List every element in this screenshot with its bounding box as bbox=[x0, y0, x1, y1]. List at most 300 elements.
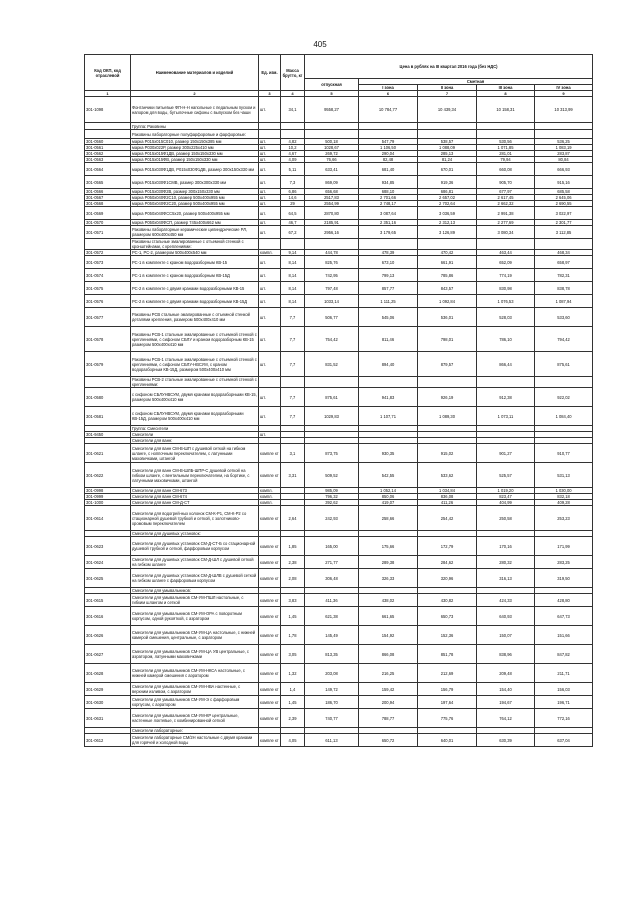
cell-zone3-price bbox=[477, 239, 535, 250]
cell-zone1-price: 688,10 bbox=[359, 189, 418, 195]
cell-code bbox=[85, 130, 131, 139]
cell-zone4-price: 283,87 bbox=[535, 151, 593, 157]
cell-release-price: 873,75 bbox=[305, 444, 359, 463]
table-row bbox=[85, 239, 593, 250]
cell-zone2-price: 285,13 bbox=[418, 151, 477, 157]
cell-mass: 67,2 bbox=[281, 226, 305, 239]
cell-mass: 1,78 bbox=[281, 626, 305, 645]
cell-mass: 3,83 bbox=[281, 594, 305, 607]
cell-release-price: 149,72 bbox=[305, 683, 359, 696]
cell-zone3-price: 170,16 bbox=[477, 537, 535, 556]
cell-release-price bbox=[305, 377, 359, 388]
table-row bbox=[85, 626, 593, 645]
cell-zone3-price bbox=[477, 130, 535, 139]
table-row bbox=[85, 352, 593, 377]
cell-code: 301-0575 bbox=[85, 282, 131, 295]
cell-release-price: 831,52 bbox=[305, 352, 359, 377]
cell-name: РС-1 в комплекте с краном водоразборным КВ-15Д bbox=[131, 269, 259, 282]
cell-release-price: 444,78 bbox=[305, 250, 359, 256]
cell-mass: 7,7 bbox=[281, 308, 305, 327]
cell-mass: 34,1 bbox=[281, 97, 305, 123]
cell-zone2-price: 836,08 bbox=[418, 494, 477, 500]
cell-zone4-price: 922,02 bbox=[535, 388, 593, 407]
cell-mass bbox=[281, 239, 305, 250]
cell-zone4-price bbox=[535, 239, 593, 250]
cell-zone3-price: 528,03 bbox=[477, 308, 535, 327]
cell-zone4-price: 253,23 bbox=[535, 506, 593, 531]
cell-release-price: 186,70 bbox=[305, 696, 359, 709]
cell-zone1-price bbox=[359, 123, 418, 130]
cell-zone2-price: 843,57 bbox=[418, 282, 477, 295]
cell-unit: компле кт bbox=[259, 569, 281, 588]
cell-zone2-price: 851,78 bbox=[418, 645, 477, 664]
cell-zone3-price: 652,09 bbox=[477, 256, 535, 269]
cell-unit: компле кт bbox=[259, 537, 281, 556]
cell-code: 301-0612 bbox=[85, 734, 131, 747]
cell-code: 301-0573 bbox=[85, 256, 131, 269]
header-zone3: III зона bbox=[477, 85, 535, 91]
cell-zone4-price: 847,82 bbox=[535, 645, 593, 664]
cell-release-price bbox=[305, 239, 359, 250]
cell-mass: 7,7 bbox=[281, 388, 305, 407]
cell-code: 301-0630 bbox=[85, 696, 131, 709]
cell-zone3-price: 525,57 bbox=[477, 463, 535, 488]
cell-name: Раковины РСВ-2 стальные эмалированные с отъемной стенкой с креплениями: bbox=[132, 377, 257, 387]
cell-mass: 8,14 bbox=[281, 269, 305, 282]
cell-mass: 4,82 bbox=[281, 139, 305, 145]
cell-zone1-price: 216,25 bbox=[359, 664, 418, 683]
cell-unit: шт. bbox=[259, 327, 281, 352]
cell-unit bbox=[259, 123, 281, 130]
header-zone4: IV зона bbox=[535, 85, 593, 91]
cell-zone4-price: 2 301,77 bbox=[535, 220, 593, 226]
cell-unit: шт. bbox=[259, 176, 281, 189]
cell-name: марка Р050х040Ф2С10, размер 500х400х955 мм bbox=[131, 195, 259, 201]
cell-code: 301-0616 bbox=[85, 607, 131, 626]
header-mass: Масса брутто, кг bbox=[281, 55, 305, 91]
cell-mass: 2,38 bbox=[281, 556, 305, 569]
cell-zone1-price: 1 111,25 bbox=[359, 295, 418, 308]
cell-zone4-price: 794,42 bbox=[535, 327, 593, 352]
cell-name: Смесители bbox=[131, 432, 259, 438]
cell-zone2-price: 640,01 bbox=[418, 734, 477, 747]
cell-zone2-price: 686,81 bbox=[418, 189, 477, 195]
cell-zone2-price: 538,57 bbox=[418, 139, 477, 145]
cell-name: Фонтанчики питьевые ФП-Н-Н напольные с педальным пуском и напором для воды, бутылочные сифоны с выпуском без чаши bbox=[131, 97, 259, 123]
table-row bbox=[85, 696, 593, 709]
cell-zone1-price: 289,38 bbox=[359, 556, 418, 569]
cell-zone2-price bbox=[418, 239, 477, 250]
cell-name: Смесители для умывальников СМ-УМ-НВА настенные, с верхним изливом, с аэратором bbox=[131, 683, 259, 696]
cell-unit: шт. bbox=[259, 352, 281, 377]
cell-code: 301-0567 bbox=[85, 195, 131, 201]
cell-release-price: 145,49 bbox=[305, 626, 359, 645]
cell-release-price: 509,52 bbox=[305, 463, 359, 488]
cell-zone4-price: 658,97 bbox=[535, 256, 593, 269]
cell-zone1-price: 894,40 bbox=[359, 352, 418, 377]
cell-code: 301-0622 bbox=[85, 463, 131, 488]
cell-name: Смесители для душевых установок: bbox=[131, 531, 259, 537]
cell-code bbox=[85, 377, 131, 388]
cell-name: Смесители для ванн СМ-Д-СТ bbox=[131, 500, 259, 506]
cell-code: 301-0576 bbox=[85, 295, 131, 308]
cell-code: 301-0570 bbox=[85, 220, 131, 226]
cell-zone1-price: 850,06 bbox=[359, 494, 418, 500]
cell-mass: 7,7 bbox=[281, 327, 305, 352]
cell-name: марка Р015х030Ф2В, размер 300х150х330 мм bbox=[131, 189, 259, 195]
table-row bbox=[85, 407, 593, 426]
cell-zone1-price: 159,42 bbox=[359, 683, 418, 696]
cell-code: 301-0560 bbox=[85, 139, 131, 145]
cell-zone4-price: 2 645,06 bbox=[535, 195, 593, 201]
cell-unit: компле кт bbox=[259, 444, 281, 463]
cell-name: с сифоном СБЛУНВСУМ, двумя кранами водоразборными КВ-15, размером 500х400х410 мм bbox=[131, 388, 259, 407]
cell-zone4-price: 875,61 bbox=[535, 352, 593, 377]
cell-zone3-price: 677,97 bbox=[477, 189, 535, 195]
cell-unit: шт. bbox=[259, 432, 281, 438]
cell-zone1-price: 200,94 bbox=[359, 696, 418, 709]
cell-code: 301-0621 bbox=[85, 444, 131, 463]
cell-release-price: 2956,16 bbox=[305, 226, 359, 239]
cell-zone2-price: 915,02 bbox=[418, 444, 477, 463]
table-row bbox=[85, 734, 593, 747]
cell-unit bbox=[259, 239, 281, 250]
cell-name: Раковины РСВ-1 стальные эмалированные с отъемной стенкой с креплениями, с сифоном СБЛУ-НВСУМ, с краном водоразборным КВ-15Д, размером 500х400х410 мм bbox=[131, 352, 259, 377]
cell-code: 301-0998 bbox=[85, 488, 131, 494]
cell-zone3-price: 1 073,11 bbox=[477, 407, 535, 426]
cell-zone4-price: 151,66 bbox=[535, 626, 593, 645]
cell-name: Смесители для ванн СМ-В-ШП с душевой сеткой на гибком шланге, с ноппочным переключателем, с латунными маховичками, штангой bbox=[131, 444, 259, 463]
cell-unit: шт. bbox=[259, 189, 281, 195]
cell-release-price bbox=[305, 130, 359, 139]
cell-release-price: 506,77 bbox=[305, 308, 359, 327]
cell-release-price: 2517,83 bbox=[305, 195, 359, 201]
cell-zone1-price: 10 784,77 bbox=[359, 97, 418, 123]
cell-zone3-price: 281,01 bbox=[477, 151, 535, 157]
cell-zone1-price: 930,35 bbox=[359, 444, 418, 463]
cell-code: 301-0627 bbox=[85, 645, 131, 664]
cell-zone4-price: 211,71 bbox=[535, 664, 593, 683]
table-row bbox=[85, 506, 593, 531]
cell-code: 301-1000 bbox=[85, 500, 131, 506]
table-row bbox=[85, 176, 593, 189]
cell-zone2-price: 3 036,59 bbox=[418, 207, 477, 220]
cell-zone2-price: 1 088,09 bbox=[418, 145, 477, 151]
cell-zone4-price: 1 087,94 bbox=[535, 295, 593, 308]
cell-unit: шт. bbox=[259, 195, 281, 201]
cell-release-price: 411,36 bbox=[305, 594, 359, 607]
cell-zone4-price: 832,18 bbox=[535, 494, 593, 500]
column-number: 2 bbox=[131, 91, 259, 97]
cell-zone3-price: 530,56 bbox=[477, 139, 535, 145]
cell-zone4-price: 428,80 bbox=[535, 594, 593, 607]
cell-zone2-price: 2 657,02 bbox=[418, 195, 477, 201]
cell-zone2-price bbox=[418, 130, 477, 139]
cell-release-price: 392,62 bbox=[305, 500, 359, 506]
cell-zone1-price: 1 106,50 bbox=[359, 145, 418, 151]
cell-zone2-price: 879,57 bbox=[418, 352, 477, 377]
cell-name: марка Р030х022Р, размер 300х225х410 мм bbox=[131, 145, 259, 151]
cell-name: РС-2 в комплекте с двумя кранами водоразборными КВ-15Д bbox=[131, 295, 259, 308]
cell-release-price: 1033,14 bbox=[305, 295, 359, 308]
cell-zone1-price: 326,33 bbox=[359, 569, 418, 588]
price-table bbox=[84, 54, 593, 747]
table-row bbox=[85, 269, 593, 282]
cell-zone1-price: 788,77 bbox=[359, 709, 418, 728]
cell-zone1-price: 542,55 bbox=[359, 463, 418, 488]
cell-zone1-price: 934,85 bbox=[359, 176, 418, 189]
cell-zone1-price: 3 087,64 bbox=[359, 207, 418, 220]
table-row bbox=[85, 226, 593, 239]
cell-mass: 4,67 bbox=[281, 151, 305, 157]
table-row bbox=[85, 463, 593, 488]
cell-release-price: 825,76 bbox=[305, 256, 359, 269]
cell-zone2-price: 3 126,89 bbox=[418, 226, 477, 239]
cell-zone3-price: 2 617,45 bbox=[477, 195, 535, 201]
cell-zone1-price bbox=[359, 130, 418, 139]
cell-zone4-price: 3 022,97 bbox=[535, 207, 593, 220]
cell-zone2-price: 661,91 bbox=[418, 256, 477, 269]
cell-zone1-price: 857,77 bbox=[359, 282, 418, 295]
cell-name: Смесители для умывальников СМ-УМ-ЦА УВ центральные, с аэратором, латунными маховичками bbox=[131, 645, 259, 664]
cell-name: Смесители для умывальников СМ-УМ-КР центральные, настенные локтевые, с комбинированной сеткой bbox=[131, 709, 259, 728]
cell-zone1-price: 1 052,14 bbox=[359, 488, 418, 494]
cell-code: 301-1098 bbox=[85, 97, 131, 123]
cell-zone2-price: 284,62 bbox=[418, 556, 477, 569]
cell-code: 301-0561 bbox=[85, 145, 131, 151]
cell-zone2-price: 172,79 bbox=[418, 537, 477, 556]
cell-mass: 4,05 bbox=[281, 734, 305, 747]
cell-unit: шт. bbox=[259, 145, 281, 151]
cell-zone3-price: 316,13 bbox=[477, 569, 535, 588]
cell-unit: шт. bbox=[259, 139, 281, 145]
cell-unit: компл. bbox=[259, 494, 281, 500]
cell-zone3-price: 901,27 bbox=[477, 444, 535, 463]
cell-zone4-price: 80,84 bbox=[535, 157, 593, 163]
cell-zone2-price: 2 312,13 bbox=[418, 220, 477, 226]
cell-name: Смесители для водогрей-ных колонок СМ-К-Р1, СМ-К-Р2 со стационарной душевой трубкой и сеткой, с золотниково-хромовым переключателем bbox=[131, 506, 259, 531]
cell-mass: 7,7 bbox=[281, 407, 305, 426]
cell-unit bbox=[259, 130, 281, 139]
cell-zone3-price: 905,70 bbox=[477, 176, 535, 189]
cell-zone1-price: 673,10 bbox=[359, 256, 418, 269]
cell-release-price: 1029,83 bbox=[305, 407, 359, 426]
cell-code: 301-0615 bbox=[85, 594, 131, 607]
cell-code: 301-0623 bbox=[85, 537, 131, 556]
column-number: 3 bbox=[259, 91, 281, 97]
cell-zone2-price: 533,62 bbox=[418, 463, 477, 488]
cell-mass: 1,4 bbox=[281, 683, 305, 696]
table-row bbox=[85, 207, 593, 220]
cell-zone2-price: 926,19 bbox=[418, 388, 477, 407]
cell-zone2-price: 320,96 bbox=[418, 569, 477, 588]
cell-unit: компле кт bbox=[259, 683, 281, 696]
cell-zone3-price: 630,39 bbox=[477, 734, 535, 747]
cell-zone2-price: 10 439,34 bbox=[418, 97, 477, 123]
cell-zone2-price: 152,36 bbox=[418, 626, 477, 645]
cell-mass: 3,31 bbox=[281, 463, 305, 488]
cell-release-price: 2185,91 bbox=[305, 220, 359, 226]
cell-mass: 5,11 bbox=[281, 163, 305, 176]
cell-code: 301-0564 bbox=[85, 163, 131, 176]
cell-zone3-price: 2 991,38 bbox=[477, 207, 535, 220]
cell-code: 301-0566 bbox=[85, 189, 131, 195]
cell-release-price: 656,68 bbox=[305, 189, 359, 195]
table-row bbox=[85, 123, 593, 130]
cell-zone1-price: 941,83 bbox=[359, 388, 418, 407]
cell-code: 301-0578 bbox=[85, 327, 131, 352]
cell-zone3-price: 838,96 bbox=[477, 645, 535, 664]
cell-zone3-price: 823,47 bbox=[477, 494, 535, 500]
cell-zone1-price: 2 351,16 bbox=[359, 220, 418, 226]
cell-zone3-price: 640,93 bbox=[477, 607, 535, 626]
header-zone1: I зона bbox=[359, 85, 418, 91]
cell-code: 301-0565 bbox=[85, 176, 131, 189]
cell-code: 301-0580 bbox=[85, 388, 131, 407]
cell-release-price: 1028,67 bbox=[305, 145, 359, 151]
cell-code: 301-0563 bbox=[85, 157, 131, 163]
cell-name: марка Р015х015Ф1ДВ, размер 150х150х330 мм bbox=[131, 151, 259, 157]
cell-zone4-price: 647,73 bbox=[535, 607, 593, 626]
cell-release-price: 621,38 bbox=[305, 607, 359, 626]
table-row bbox=[85, 256, 593, 269]
cell-mass: 6,86 bbox=[281, 189, 305, 195]
cell-code: 301-0569 bbox=[85, 207, 131, 220]
cell-zone3-price: 150,07 bbox=[477, 626, 535, 645]
cell-zone4-price: 1 030,00 bbox=[535, 488, 593, 494]
cell-zone3-price bbox=[477, 123, 535, 130]
cell-release-price: 813,35 bbox=[305, 645, 359, 664]
cell-release-price: 165,00 bbox=[305, 537, 359, 556]
cell-release-price: 306,48 bbox=[305, 569, 359, 588]
cell-unit: шт. bbox=[259, 220, 281, 226]
cell-zone2-price: 2 702,64 bbox=[418, 201, 477, 207]
cell-unit: шт. bbox=[259, 282, 281, 295]
cell-zone4-price bbox=[535, 130, 593, 139]
cell-mass: 1,32 bbox=[281, 664, 305, 683]
cell-release-price: 985,09 bbox=[305, 488, 359, 494]
cell-mass: 1,85 bbox=[281, 537, 305, 556]
cell-unit: компле кт bbox=[259, 734, 281, 747]
header-release: отпускная bbox=[305, 79, 359, 91]
table-row bbox=[85, 645, 593, 664]
cell-mass: 7,7 bbox=[281, 352, 305, 377]
cell-release-price: 740,77 bbox=[305, 709, 359, 728]
cell-name: РС-1, РС-2, размером 500х400х540 мм bbox=[131, 250, 259, 256]
cell-unit: шт. bbox=[259, 97, 281, 123]
cell-zone4-price: 533,60 bbox=[535, 308, 593, 327]
cell-unit: шт. bbox=[259, 388, 281, 407]
cell-zone1-price bbox=[359, 377, 418, 388]
table-row bbox=[85, 377, 593, 388]
column-number: 9 bbox=[535, 91, 593, 97]
column-number: 5 bbox=[305, 91, 359, 97]
cell-code: 301-0628 bbox=[85, 664, 131, 683]
cell-name: Смесители для умывальников СМ-УМ-ОРА с поворотным корпусом, одной рукояткой, с аэратором bbox=[131, 607, 259, 626]
cell-zone4-price: 838,78 bbox=[535, 282, 593, 295]
table-row bbox=[85, 683, 593, 696]
price-table-wrapper bbox=[84, 54, 592, 747]
cell-name: марка Р015х015С010, размер 150х150х385 мм bbox=[131, 139, 259, 145]
cell-zone1-price: 82,48 bbox=[359, 157, 418, 163]
cell-zone3-price: 764,12 bbox=[477, 709, 535, 728]
cell-code: 301-0568 bbox=[85, 201, 131, 207]
table-row bbox=[85, 282, 593, 295]
column-number: 8 bbox=[477, 91, 535, 97]
cell-mass: 7,3 bbox=[281, 176, 305, 189]
cell-zone1-price: 154,92 bbox=[359, 626, 418, 645]
cell-zone1-price: 290,04 bbox=[359, 151, 418, 157]
cell-name: Смесители для умывальников СМ-УМ-Э с фарфоровым корпусом, с аэратором bbox=[131, 696, 259, 709]
cell-name: Смесители для ванн СМ-673 bbox=[131, 488, 259, 494]
cell-code: 301-0614 bbox=[85, 506, 131, 531]
cell-release-price: 754,42 bbox=[305, 327, 359, 352]
table-row bbox=[85, 607, 593, 626]
cell-zone4-price bbox=[535, 123, 593, 130]
cell-name: Смесители лабораторные СМ/2Н настольные с двумя кранами для горячей и холодной воды bbox=[131, 734, 259, 747]
cell-code: 301-0629 bbox=[85, 683, 131, 696]
cell-unit: шт. bbox=[259, 269, 281, 282]
cell-name: Смесители для ванн: bbox=[131, 438, 259, 444]
cell-name: Смесители для ванн СМ-674 bbox=[131, 494, 259, 500]
cell-zone3-price: 194,67 bbox=[477, 696, 535, 709]
cell-name: Смесители для ванн СМ-В-ШЛБ-ШПР-С душевой сеткой на гибком шланге, с вентильным переключателем, на бортике, с латунными маховичками, штангой bbox=[131, 463, 259, 488]
column-number: 7 bbox=[418, 91, 477, 97]
cell-release-price: 203,08 bbox=[305, 664, 359, 683]
cell-zone2-price: 1 092,84 bbox=[418, 295, 477, 308]
cell-unit: компле кт bbox=[259, 709, 281, 728]
cell-zone4-price: 196,71 bbox=[535, 696, 593, 709]
cell-code: 301-0625 bbox=[85, 569, 131, 588]
cell-zone1-price: 438,02 bbox=[359, 594, 418, 607]
cell-name: Смесители для душевых установок СМ-Д-СТ-Б со стационарной душевой трубкой и сеткой, фарфоровым корпусом bbox=[131, 537, 259, 556]
cell-release-price: 2554,99 bbox=[305, 201, 359, 207]
cell-mass: 9,14 bbox=[281, 250, 305, 256]
table-row bbox=[85, 130, 593, 139]
cell-zone1-price: 681,40 bbox=[359, 163, 418, 176]
cell-name: Раковины лабораторные керамические цилиндрические РЛ, размером 600х400х450 мм bbox=[131, 226, 259, 239]
cell-zone2-price: 430,82 bbox=[418, 594, 477, 607]
cell-mass: 1,45 bbox=[281, 696, 305, 709]
cell-zone3-price: 280,32 bbox=[477, 556, 535, 569]
cell-mass: 2,39 bbox=[281, 709, 305, 728]
cell-zone3-price: 660,08 bbox=[477, 163, 535, 176]
cell-zone2-price: 670,01 bbox=[418, 163, 477, 176]
cell-name: Смесители для умывальников: bbox=[131, 588, 259, 594]
cell-name: Смесители для душевых установок СМ-Д-ШЛ с душевой сеткой на гибком шланге bbox=[131, 556, 259, 569]
cell-zone3-price: 1 019,20 bbox=[477, 488, 535, 494]
cell-name: марка Р050х040Ф2С20, размер 500х400х955 мм bbox=[131, 201, 259, 207]
table-row bbox=[85, 444, 593, 463]
cell-unit: шт. bbox=[259, 226, 281, 239]
cell-name: марка Р050х040ФСП, размер 745х400х662 мм bbox=[131, 220, 259, 226]
cell-name: Раковины РСВ-1 стальные эмалированные с отъемной стенкой с креплениями, с сифоном СБЛУ и краном водоразборным КВ-15 размером 500х400х410 мм bbox=[131, 327, 259, 352]
cell-mass: 3,1 bbox=[281, 444, 305, 463]
cell-zone3-price: 774,19 bbox=[477, 269, 535, 282]
header-estimate: Сметная bbox=[359, 79, 593, 85]
cell-mass: 3,05 bbox=[281, 645, 305, 664]
cell-zone2-price: 650,73 bbox=[418, 607, 477, 626]
cell-zone4-price: 910,77 bbox=[535, 444, 593, 463]
table-row bbox=[85, 537, 593, 556]
cell-release-price: 796,32 bbox=[305, 494, 359, 500]
cell-release-price: 271,77 bbox=[305, 556, 359, 569]
cell-name: марка Р015х030Ф1СМВ, размер 300х300х330 мм bbox=[131, 176, 259, 189]
cell-zone3-price bbox=[477, 377, 535, 388]
cell-zone1-price: 650,72 bbox=[359, 734, 418, 747]
cell-unit: шт. bbox=[259, 201, 281, 207]
cell-unit: компле кт bbox=[259, 626, 281, 645]
